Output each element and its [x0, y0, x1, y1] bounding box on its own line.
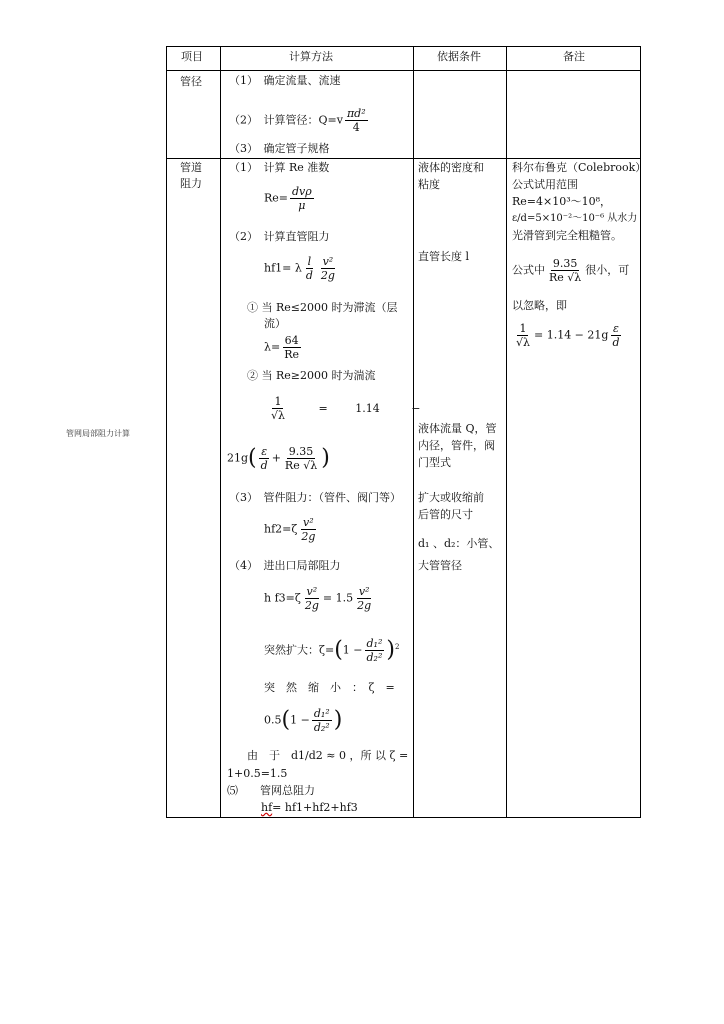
colebrook2-prefix: 21g: [227, 451, 249, 465]
cond-turbulent: ② 当 Re≥2000 时为湍流: [247, 369, 376, 382]
re-num: dvρ: [292, 185, 312, 198]
re-den: μ: [298, 199, 306, 212]
note-6: [512, 257, 629, 284]
note6-prefix: 公式中: [512, 263, 545, 277]
shrink-prefix: 0.5: [264, 713, 282, 727]
note6-num: 9.35: [552, 257, 578, 270]
header-item: 项目: [181, 50, 203, 63]
re-frac: [290, 185, 314, 212]
paren-open: (: [281, 707, 291, 733]
note8-mid: = 1.14 − 21g: [533, 328, 609, 342]
since-line2: 1+0.5=1.5: [227, 767, 288, 780]
hf3-frac1: [303, 585, 321, 612]
basis-size-l2: 后管的尺寸: [418, 508, 473, 521]
note-4: ε/d=5×10⁻²～10⁻⁶ 从水力: [512, 213, 638, 224]
basis-diam-l1: d₁ 、d₂：小管、: [418, 537, 500, 550]
colebrook2-f1-num: ε: [261, 445, 268, 458]
hf3-num2: v²: [358, 585, 370, 598]
hf2-formula: [264, 516, 319, 543]
pd-den: 4: [352, 121, 360, 134]
note8-frac2: [610, 322, 621, 349]
note-8: [512, 322, 624, 349]
paren-close: ): [386, 637, 395, 663]
note-5: 光滑管到完全粗糙管。: [512, 229, 622, 242]
expand-pow: 2: [394, 642, 400, 651]
item-resistance-l1: 管道: [180, 161, 202, 174]
colebrook2-frac2: [283, 445, 319, 472]
colebrook-minus: −: [411, 401, 421, 415]
col-divider: [220, 47, 221, 817]
colebrook-line1: [267, 395, 420, 422]
header-basis: 依据条件: [437, 50, 481, 63]
res-step3: （3） 管件阻力：（管件、阀门等）: [229, 491, 401, 504]
colebrook2-frac1: [259, 445, 270, 472]
basis-diam-l2: 大管管径: [418, 559, 462, 572]
item-pipe-diameter: 管径: [180, 75, 202, 88]
expand-prefix: 突然扩大：ζ=: [264, 643, 335, 657]
pd-step1: （1） 确定流量、流速: [229, 74, 341, 87]
basis-flow-l1: 液体流量 Q，管: [418, 422, 497, 435]
pd-step2: [229, 107, 370, 134]
pd-num: πd²: [346, 107, 366, 120]
note8-num: 1: [519, 322, 527, 335]
hf1-f2-den: 2g: [320, 269, 335, 282]
header-note: 备注: [563, 50, 585, 63]
hf1-prefix: hf1= λ: [264, 261, 302, 275]
note-3: Re=4×10³～10⁸，: [512, 195, 612, 208]
colebrook-eq: =: [318, 401, 328, 415]
note-7: 以忽略，即: [512, 299, 567, 312]
basis-flow-l3: 门型式: [418, 456, 451, 469]
basis-flow-l2: 内径，管件，阀: [418, 439, 495, 452]
note8-den: √λ: [516, 336, 530, 349]
paren-close: ): [333, 707, 343, 733]
shrink-den: d₂²: [313, 721, 330, 734]
hf1-f1-num: l: [307, 255, 312, 268]
colebrook-frac: [269, 395, 287, 422]
total-rest: = hf1+hf2+hf3: [272, 801, 358, 814]
note6-suffix: 很小，可: [585, 263, 630, 277]
total-formula: [261, 801, 358, 815]
colebrook2-plus: +: [271, 451, 281, 465]
shrink-formula: [264, 707, 342, 734]
hf3-num: v²: [306, 585, 318, 598]
colebrook-den: √λ: [271, 409, 285, 422]
shrink-frac: [312, 707, 332, 734]
lambda-formula: [264, 334, 303, 361]
side-label: 管网局部阻力计算: [66, 429, 130, 438]
res-step4: （4） 进出口局部阻力: [229, 559, 341, 572]
colebrook-val: 1.14: [355, 401, 380, 415]
shrink-inner: 1 −: [290, 713, 310, 727]
basis-density-l2: 粘度: [418, 178, 440, 191]
paren-open: (: [334, 637, 343, 663]
hf2-prefix: hf2=ζ: [264, 522, 298, 536]
col-divider: [413, 47, 414, 817]
hf3-den: 2g: [304, 599, 319, 612]
lambda-den: Re: [284, 348, 299, 361]
expand-formula: [264, 637, 399, 664]
col-divider: [506, 47, 507, 817]
colebrook2-f1-den: d: [260, 459, 268, 472]
basis-length: 直管长度 l: [418, 250, 470, 263]
hf1-f1-den: d: [305, 269, 313, 282]
hf1-frac1: [304, 255, 315, 282]
note8-f-num: ε: [613, 322, 619, 335]
expand-frac: [365, 637, 385, 664]
row-divider: [167, 158, 640, 159]
item-resistance-l2: 阻力: [180, 177, 202, 190]
colebrook2-f2-num: 9.35: [288, 445, 314, 458]
row-divider: [167, 70, 640, 71]
pd-step3: （3） 确定管子规格: [229, 142, 330, 155]
note6-den: Re √λ: [549, 271, 582, 284]
colebrook-num: 1: [274, 395, 282, 408]
cond-laminar-l1: ① 当 Re≤2000 时为滞流（层: [247, 301, 398, 314]
shrink-line: 突 然 缩 小 ： ζ =: [264, 681, 395, 694]
hf3-den2: 2g: [357, 599, 372, 612]
note6-frac: [547, 257, 583, 284]
calc-table: [166, 46, 647, 818]
expand-num: d₁²: [366, 637, 383, 650]
note8-f-den: d: [612, 336, 620, 349]
re-prefix: Re=: [264, 191, 289, 205]
res-step2: （2） 计算直管阻力: [229, 230, 330, 243]
since-line1: 由 于 d1/d2 ≈ 0 ，所 以 ζ =: [247, 749, 409, 762]
hf3-frac2: [355, 585, 373, 612]
basis-size-l1: 扩大或收缩前: [418, 491, 484, 504]
expand-inner: 1 −: [342, 643, 363, 657]
cond-laminar-l2: 流）: [264, 317, 286, 330]
hf2-frac: [299, 516, 317, 543]
lambda-prefix: λ=: [264, 340, 281, 354]
res-step5: ⑸ 管网总阻力: [227, 784, 315, 797]
hf3-mid: = 1.5: [322, 591, 354, 605]
paren-open: (: [248, 445, 257, 471]
res-step1: （1） 计算 Re 准数: [229, 161, 330, 174]
hf2-den: 2g: [301, 530, 316, 543]
pd-step2-label: （2） 计算管径：Q=v: [229, 113, 343, 127]
hf1-frac2: [319, 255, 337, 282]
hf3-formula: [264, 585, 375, 612]
lambda-frac: [282, 334, 301, 361]
colebrook2-f2-den: Re √λ: [284, 459, 318, 472]
hf3-prefix: h f3=ζ: [264, 591, 301, 605]
note8-frac: [514, 322, 532, 349]
header-method: 计算方法: [289, 50, 333, 63]
colebrook-line2: [227, 445, 330, 472]
basis-density-l1: 液体的密度和: [418, 161, 484, 174]
re-formula: [264, 185, 316, 212]
note-1: 科尔布鲁克（Colebrook）: [512, 161, 647, 174]
paren-close: ): [321, 445, 330, 471]
shrink-num: d₁²: [313, 707, 330, 720]
hf2-num: v²: [303, 516, 314, 529]
hf1-f2-num: v²: [322, 255, 334, 268]
expand-den: d₂²: [366, 651, 383, 664]
total-prefix: hf: [261, 801, 273, 814]
hf1-formula: [264, 255, 339, 282]
note-2: 公式试用范围: [512, 178, 578, 191]
pd-formula-frac: [345, 107, 368, 134]
lambda-num: 64: [284, 334, 299, 347]
